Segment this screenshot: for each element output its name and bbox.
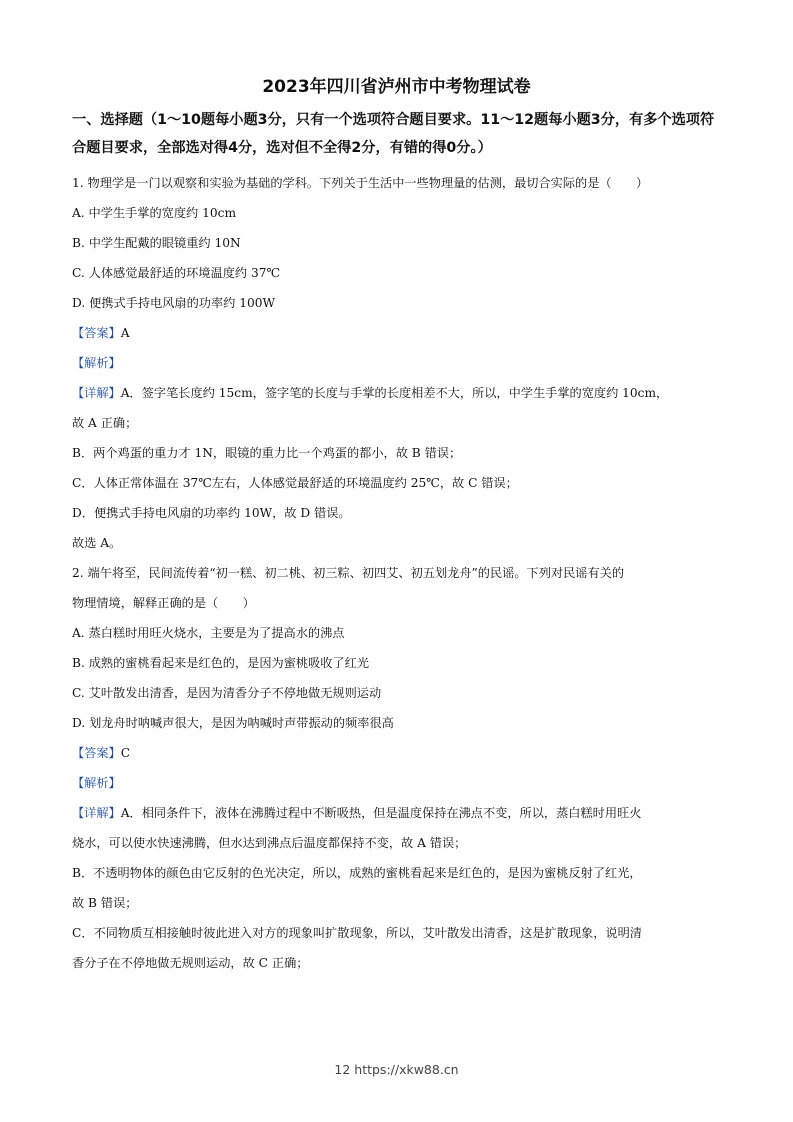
document-body xyxy=(72,168,727,978)
text-line xyxy=(72,768,727,798)
text-line: 【答案】C xyxy=(72,746,131,760)
text-line: C．不同物质互相接触时彼此进入对方的现象叫扩散现象，所以，艾叶散发出清香，这是扩散现象，说明清 xyxy=(72,926,642,940)
section-heading: 一、选择题（1～10题每小题3分，只有一个选项符合题目要求。11～12题每小题3分，有多个选项符合题目要求，全部选对得4分，选对但不全得2分，有错的得0分。） xyxy=(72,112,715,156)
section-tag: 【答案】 xyxy=(72,326,121,340)
text-line: 香分子在不停地做无规则运动，故 C 正确； xyxy=(72,956,309,970)
text-line: 故 A 正确； xyxy=(72,416,138,430)
text-line: C. 艾叶散发出清香，是因为清香分子不停地做无规则运动 xyxy=(72,686,382,700)
section-tag: 【详解】 xyxy=(72,806,121,820)
text-line: 故 B 错误； xyxy=(72,896,138,910)
text-line: B. 成熟的蜜桃看起来是红色的，是因为蜜桃吸收了红光 xyxy=(72,656,370,670)
text-line: 1. 物理学是一门以观察和实验为基础的学科。下列关于生活中一些物理量的估测，最切合实际的是（ ） xyxy=(72,176,649,190)
text-line: D. 便携式手持电风扇的功率约 100W xyxy=(72,296,275,310)
section-tag: 【解析】 xyxy=(72,776,121,790)
text-line: B. 中学生配戴的眼镜重约 10N xyxy=(72,236,241,250)
text-line: 【答案】A xyxy=(72,326,130,340)
text-line: 烧水，可以使水快速沸腾，但水达到沸点后温度都保持不变，故 A 错误； xyxy=(72,836,467,850)
text-line: C. 人体感觉最舒适的环境温度约 37℃ xyxy=(72,266,281,280)
text-line: 【详解】A．相同条件下，液体在沸腾过程中不断吸热，但是温度保持在沸点不变，所以，蒸白糕时用旺火 xyxy=(72,806,642,820)
text-line: A. 蒸白糕时用旺火烧水，主要是为了提高水的沸点 xyxy=(72,626,345,640)
text-line: 物理情境，解释正确的是（ ） xyxy=(72,596,255,610)
section-tag: 【解析】 xyxy=(72,356,121,370)
text-line: A. 中学生手掌的宽度约 10cm xyxy=(72,206,237,220)
text-line: B．两个鸡蛋的重力才 1N，眼镜的重力比一个鸡蛋的都小，故 B 错误； xyxy=(72,446,462,460)
document-title: 2023年四川省泸州市中考物理试卷 xyxy=(262,77,531,97)
page-footer: 12 https://xkw88.cn xyxy=(334,1062,459,1077)
text-line xyxy=(72,348,727,378)
text-line: 【详解】A．签字笔长度约 15cm，签字笔的长度与手掌的长度相差不大，所以，中学生手掌的宽度约 10cm， xyxy=(72,386,669,400)
text-line: D. 划龙舟时呐喊声很大，是因为呐喊时声带振动的频率很高 xyxy=(72,716,394,730)
text-line: D．便携式手持电风扇的功率约 10W，故 D 错误。 xyxy=(72,506,351,520)
text-line: 2. 端午将至，民间流传着“初一糕、初二桃、初三粽、初四艾、初五划龙舟”的民谣。下列对民谣有关的 xyxy=(72,566,625,580)
text-line: B．不透明物体的颜色由它反射的色光决定，所以，成熟的蜜桃看起来是红色的，是因为蜜桃反射了红光， xyxy=(72,866,642,880)
section-tag: 【详解】 xyxy=(72,386,121,400)
text-line: C．人体正常体温在 37℃左右，人体感觉最舒适的环境温度约 25℃，故 C 错误； xyxy=(72,476,518,490)
section-tag: 【答案】 xyxy=(72,746,121,760)
text-line: 故选 A。 xyxy=(72,536,122,550)
